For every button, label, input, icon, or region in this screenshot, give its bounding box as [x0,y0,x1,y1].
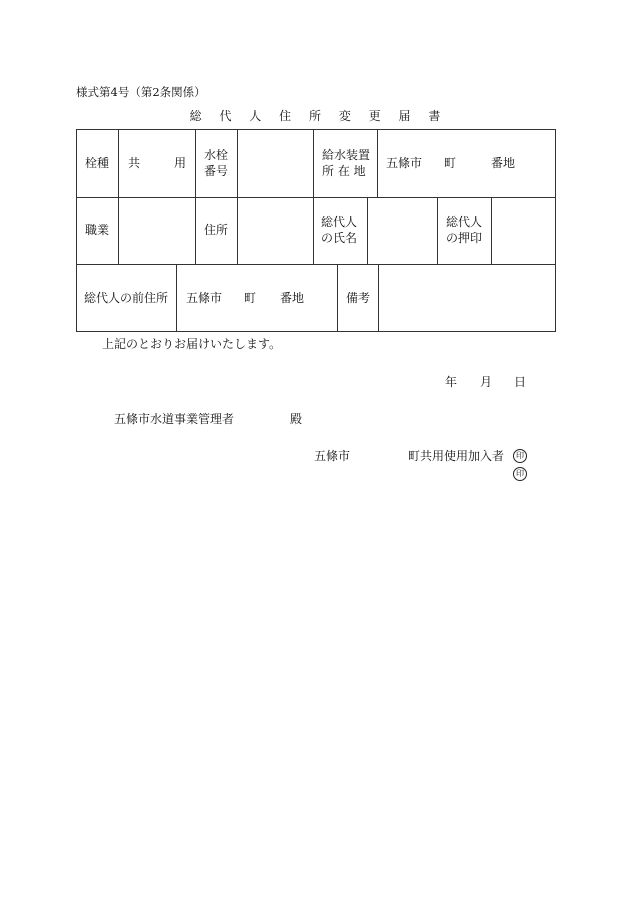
location-town: 町 [444,156,457,170]
rep-name-field[interactable] [368,198,437,264]
table-line [176,264,177,331]
title-char: 更 [368,109,381,123]
label-location-2: 所 在 地 [322,164,366,178]
title-char: 代 [219,109,232,123]
label-rep-seal-2: の押印 [446,231,483,245]
applicant-city: 五條市 [314,449,351,463]
address-field[interactable] [238,198,313,264]
title-char: 住 [279,109,292,123]
label-rep-seal-1: 総代人 [446,215,483,229]
title-char: 書 [428,109,441,123]
title-char: 所 [308,109,321,123]
label-prev-address: 総代人の前住所 [84,291,169,305]
table-line [377,129,378,197]
label-faucet-number-1: 水栓 [204,148,229,162]
title-char: 総 [189,109,202,123]
label-faucet-type: 栓種 [85,156,110,170]
label-rep-name-2: の氏名 [321,231,358,245]
addressee-honorific: 殿 [290,412,303,426]
date-day: 日 [514,375,527,389]
location-city: 五條市 [386,156,423,170]
seal-mark-icon: 印 [513,449,527,463]
title-char: 変 [338,109,351,123]
table-line [195,129,196,264]
table-line [76,129,556,130]
rep-seal-field[interactable] [492,198,555,264]
label-address: 住所 [204,223,229,237]
prev-banchi: 番地 [280,291,305,305]
applicant-role: 町共用使用加入者 [408,449,505,463]
label-faucet-number-2: 番号 [204,164,229,178]
prev-town: 町 [244,291,257,305]
table-line [555,129,556,332]
date-month: 月 [480,375,493,389]
page-title [0,107,630,124]
occupation-field[interactable] [119,198,195,264]
label-rep-name-1: 総代人 [321,215,358,229]
label-location-1: 給水装置 [322,148,371,162]
addressee-office: 五條市水道事業管理者 [114,412,235,426]
prev-city: 五條市 [186,291,223,305]
title-char: 届 [398,109,411,123]
table-line [313,129,314,264]
faucet-number-field[interactable] [238,130,313,197]
label-occupation: 職業 [85,223,110,237]
shared-char-a: 共 [128,156,141,170]
table-line [76,331,556,332]
statement-text: 上記のとおりお届けいたします。 [102,337,282,351]
table-line [76,129,77,332]
remarks-field[interactable] [379,265,555,331]
form-id: 様式第4号（第2条関係） [76,85,206,99]
table-line [437,197,438,264]
title-char: 人 [249,109,262,123]
label-remarks: 備考 [346,291,371,305]
shared-char-b: 用 [174,156,187,170]
location-banchi: 番地 [491,156,516,170]
seal-mark-icon: 印 [513,467,527,481]
table-line [337,264,338,331]
date-year: 年 [445,375,458,389]
